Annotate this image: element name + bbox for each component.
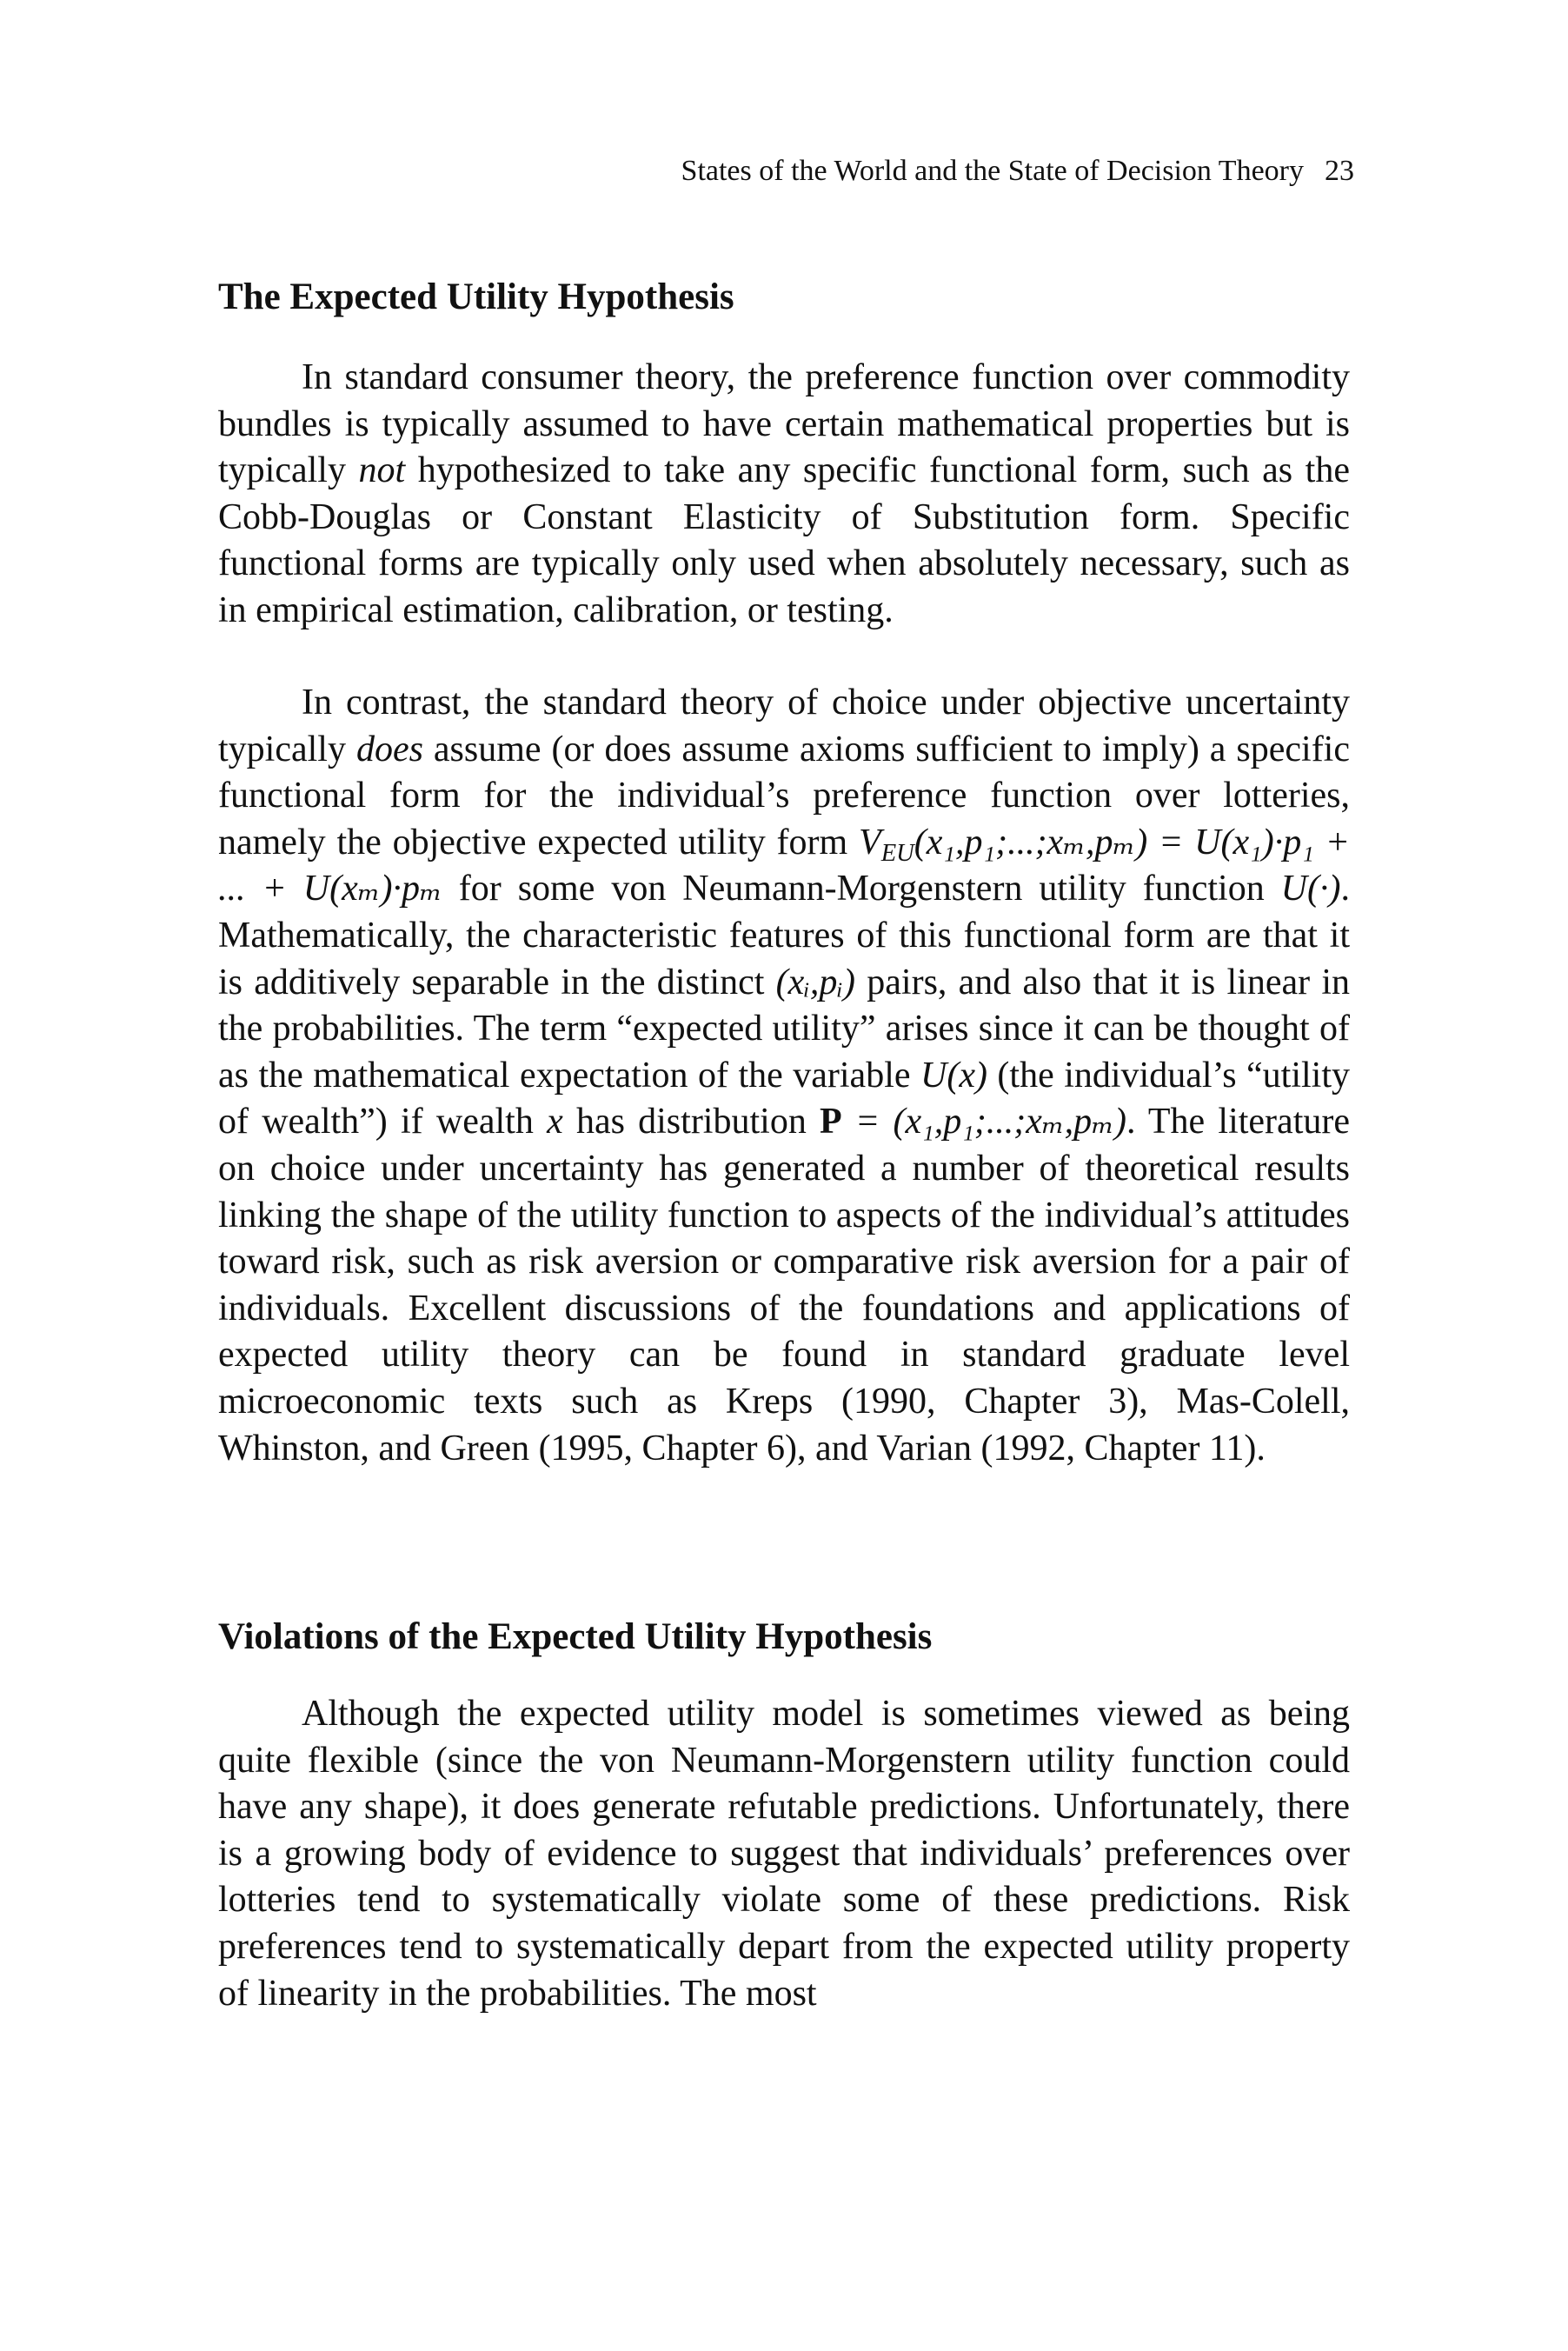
paragraph-standard-consumer-theory: In standard consumer theory, the preference function over commodity bundles is typically assumed to have certain mathematical properties but is typically not hypothesized to take any specific functional form, such as the Cobb-Douglas or Constant Elasticity of Substitution form. Specific functional forms are typically only used when absolutely necessary, such as in empirical estimation, calibration, or testing. xyxy=(218,357,1350,630)
running-head xyxy=(681,154,1354,189)
section-heading-violations: Violations of the Expected Utility Hypothesis xyxy=(218,1616,933,1657)
paragraph-objective-uncertainty: In contrast, the standard theory of choice under objective uncertainty typically does assume (or does assume axioms sufficient to imply) a specific functional form for the individual’s preference function over lotteries, namely the objective expected utility form $V_{EU}(x_1,p_1;...;x_m,p_m) = U(x_1)\cdot p_1$ + ... + U(xₘ)·pₘ for some von Neumann-Morgenstern utility function U(·). Mathematically, the characteristic features of this functional form are that it is additively separable in the distinct (xᵢ,pᵢ) pairs, and also that it is linear in the probabilities. The term “expected utility” arises since it can be thought of as the mathematical expectation of the variable U(x) (the individual’s “utility of wealth”) if wealth x has distribution P = (x₁,p₁;...;xₘ,pₘ). The literature on choice under uncertainty has generated a number of theoretical results linking the shape of the utility function to aspects of the individual’s attitudes toward risk, such as risk aversion or comparative risk aversion for a pair of individuals. Excellent discussions of the foundations and applications of expected utility theory can be found in standard graduate level microeconomic texts such as Kreps (1990, Chapter 3), Mas-Colell, Whinston, and Green (1995, Chapter 6), and Varian (1992, Chapter 11). xyxy=(218,683,1351,1469)
paragraph-violations: Although the expected utility model is sometimes viewed as being quite flexible (since the von Neumann-Morgenstern utility function could have any shape), it does generate refutable predictions. Unfortunately, there is a growing body of evidence to suggest that individuals’ preferences over lotteries tend to systematically violate some of these predictions. Risk preferences tend to systematically depart from the expected utility property of linearity in the probabilities. The most xyxy=(218,1694,1350,2014)
expected-utility-formula: $V_{EU}(x_1,p_1;...;x_m,p_m) = U(x_1)\cdot p_1$ + ... + U(xₘ)·pₘ xyxy=(218,822,1350,909)
section-heading-expected-utility: The Expected Utility Hypothesis xyxy=(218,276,734,317)
running-head-title: States of the World and the State of Decision Theory xyxy=(681,155,1304,187)
page-number: 23 xyxy=(1325,155,1354,187)
